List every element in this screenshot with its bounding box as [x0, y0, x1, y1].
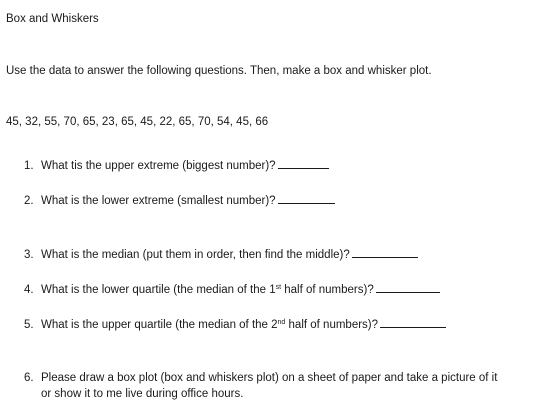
question-2 [24, 193, 335, 207]
question-number: 1. [24, 160, 34, 172]
question-text: What is the lower extreme (smallest number)? [41, 195, 276, 207]
question-text: What tis the upper extreme (biggest number)? [41, 160, 276, 172]
question-text-end: half of numbers)? [285, 319, 379, 331]
question-text: Please draw a box plot (box and whiskers plot) on a sheet of paper and take a picture of it [41, 372, 498, 384]
question-number: 4. [24, 284, 34, 296]
document-title: Box and Whiskers [6, 13, 99, 25]
dataset-values: 45, 32, 55, 70, 65, 23, 65, 45, 22, 65, 70, 54, 45, 66 [6, 116, 269, 128]
ordinal-suffix: nd [277, 319, 286, 326]
question-4 [24, 282, 440, 296]
question-1 [24, 158, 329, 172]
question-6 [24, 372, 497, 384]
answer-blank [380, 317, 446, 328]
question-number: 3. [24, 249, 34, 261]
question-number: 5. [24, 319, 34, 331]
question-5 [24, 317, 446, 331]
answer-blank [278, 193, 335, 204]
question-3 [24, 247, 418, 261]
question-text: What is the median (put them in order, then find the middle)? [41, 249, 350, 261]
answer-blank [278, 158, 329, 169]
question-text: What is the lower quartile (the median of the 1 [41, 284, 276, 296]
instructions-text: Use the data to answer the following questions. Then, make a box and whisker plot. [6, 65, 432, 77]
question-number: 2. [24, 195, 34, 207]
question-text: What is the upper quartile (the median of the 2 [41, 319, 278, 331]
ordinal-suffix: st [275, 284, 282, 291]
question-6-continuation: or show it to me live during office hours. [41, 388, 244, 400]
answer-blank [376, 282, 440, 293]
question-text-end: half of numbers)? [281, 284, 374, 296]
question-number: 6. [24, 372, 34, 384]
answer-blank [352, 247, 418, 258]
